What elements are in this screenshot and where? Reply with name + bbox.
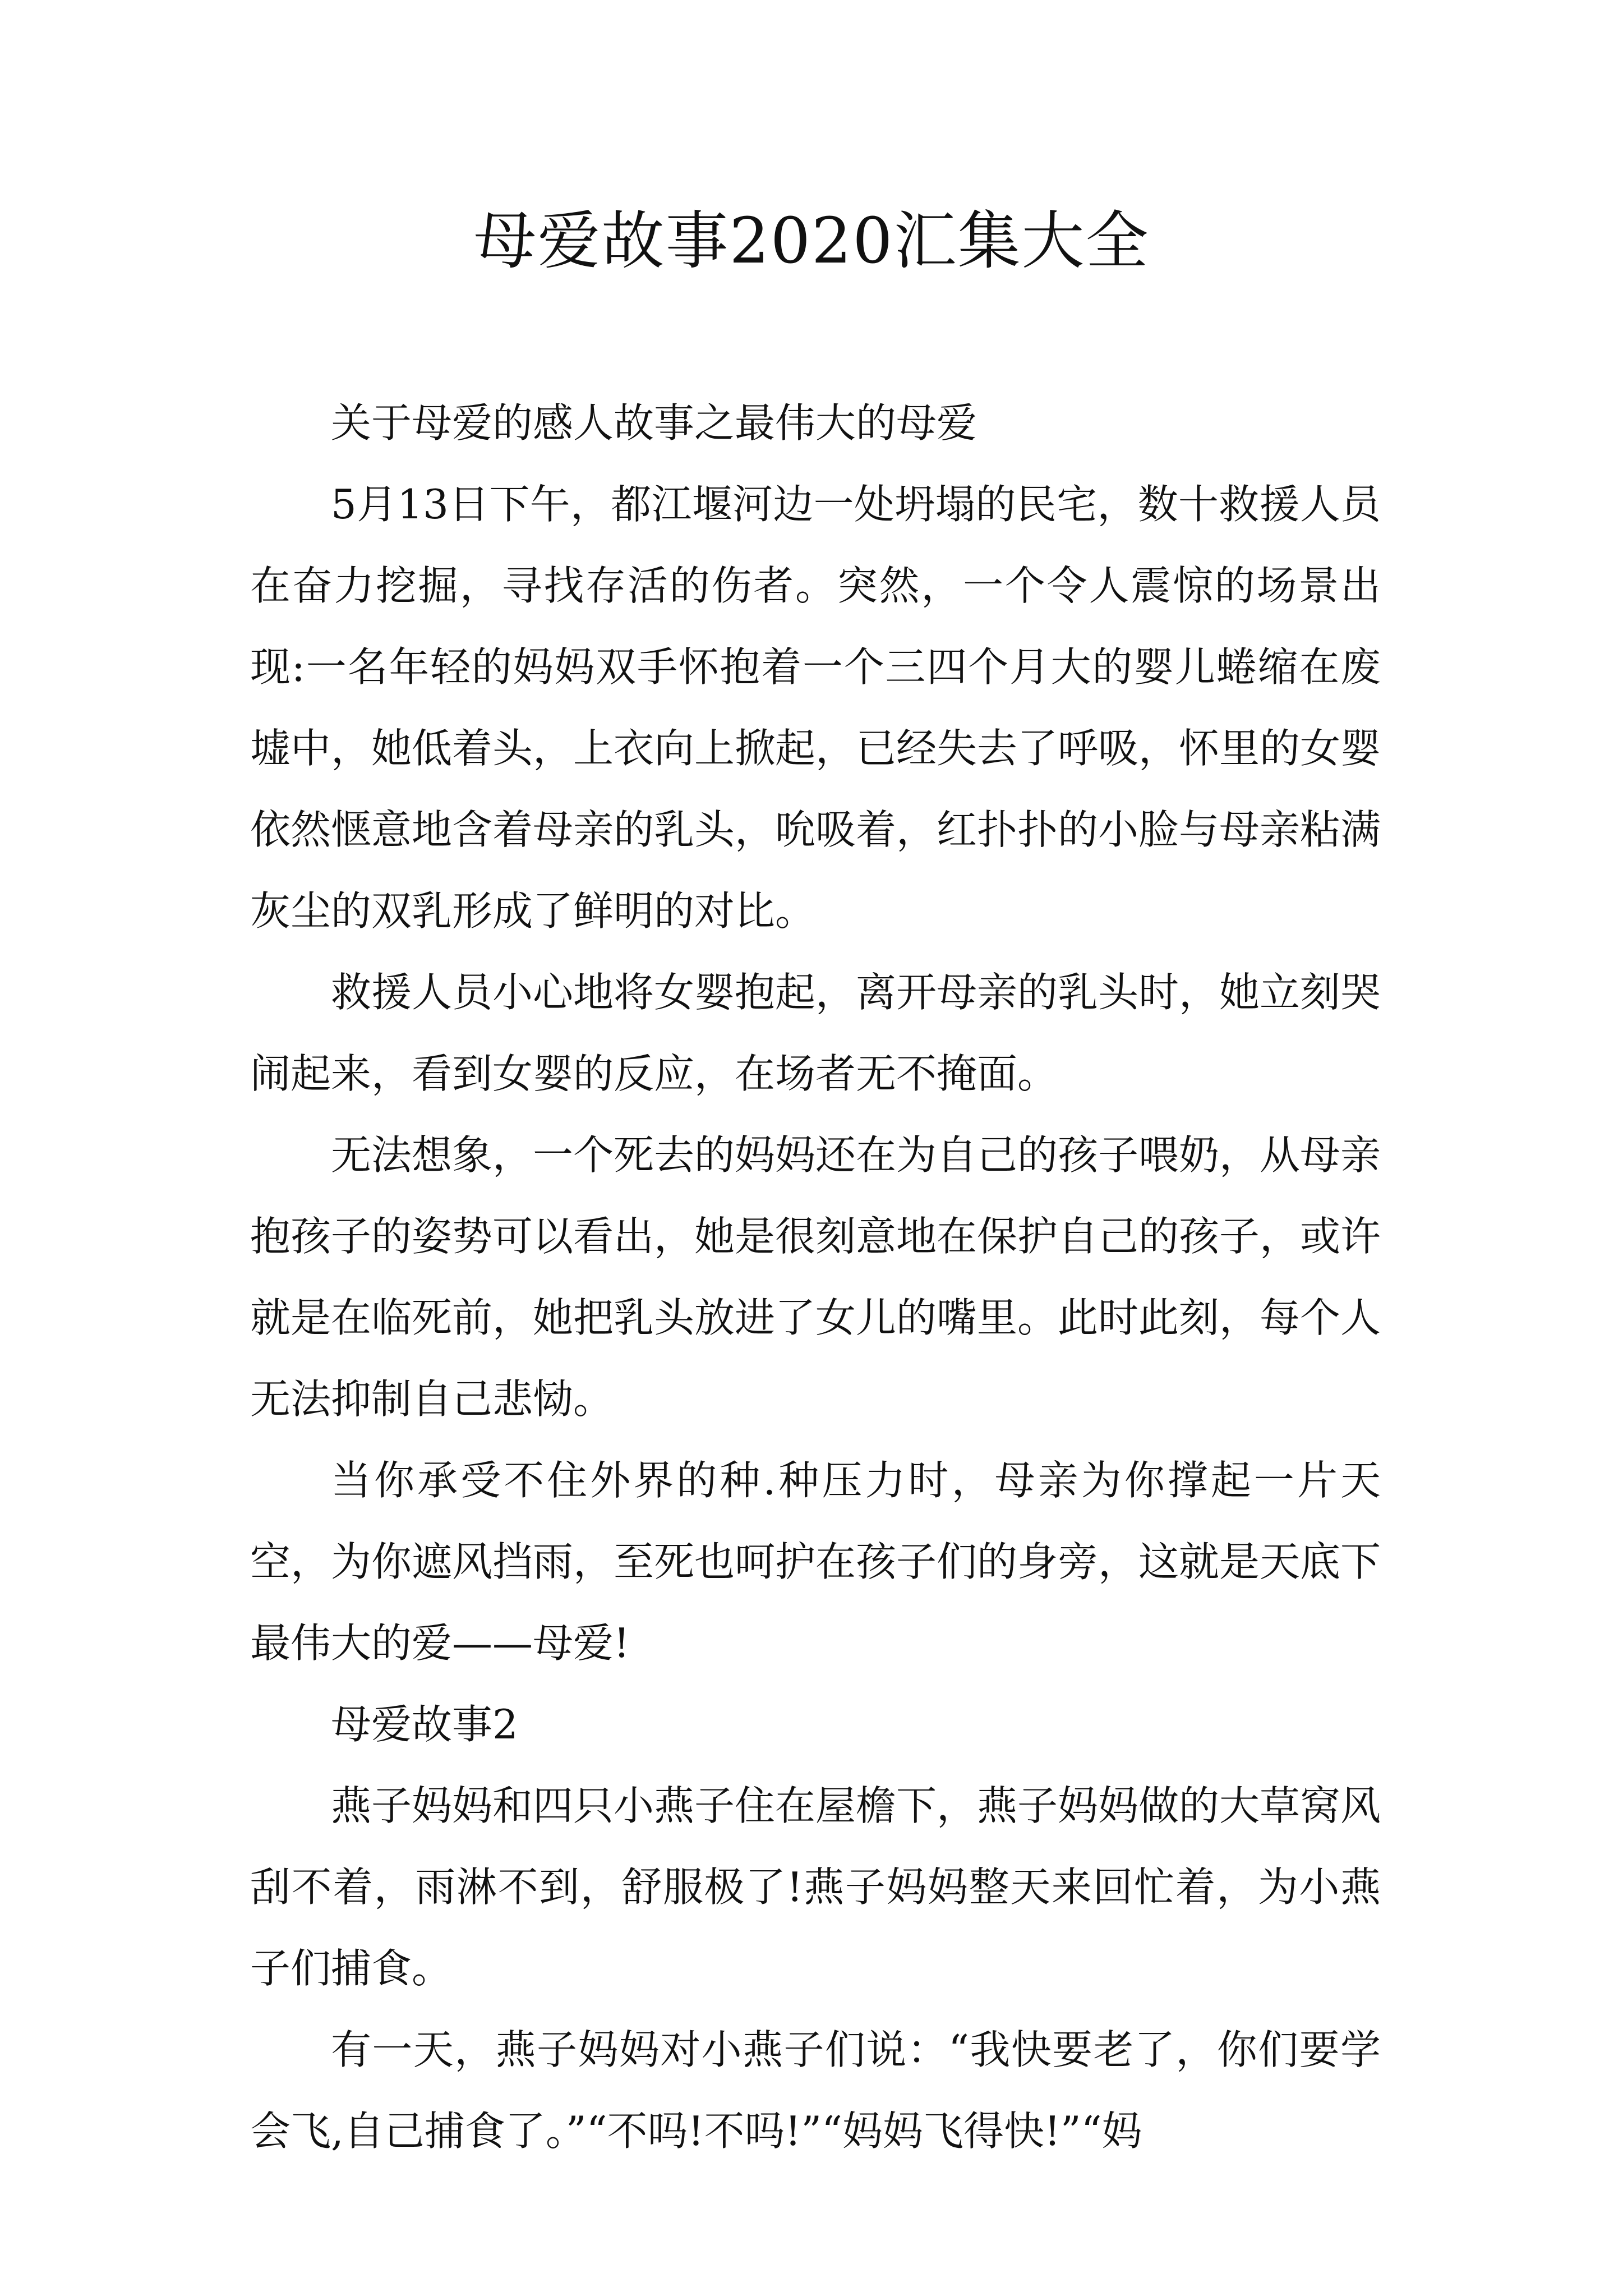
paragraph: 有一天，燕子妈妈对小燕子们说：“我快要老了，你们要学会飞,自己捕食了。”“不吗!不吗!”“妈妈飞得快!”“妈	[250, 2026, 1381, 2155]
page-title: 母爱故事2020汇集大全	[473, 205, 1150, 278]
section-heading: 母爱故事2	[331, 1701, 518, 1748]
section-heading: 关于母爱的感人故事之最伟大的母爱	[331, 399, 978, 447]
paragraph: 当你承受不住外界的种.种压力时，母亲为你撑起一片天空，为你遮风挡雨，至死也呵护在孩子们的身旁，这就是天底下最伟大的爱——母爱!	[250, 1457, 1381, 1667]
paragraph: 燕子妈妈和四只小燕子住在屋檐下，燕子妈妈做的大草窝风刮不着，雨淋不到，舒服极了!燕子妈妈整天来回忙着，为小燕子们捕食。	[250, 1782, 1381, 1992]
paragraph: 救援人员小心地将女婴抱起，离开母亲的乳头时，她立刻哭闹起来，看到女婴的反应，在场者无不掩面。	[250, 969, 1381, 1097]
document-body	[250, 383, 1381, 2172]
paragraph: 无法想象，一个死去的妈妈还在为自己的孩子喂奶，从母亲抱孩子的姿势可以看出，她是很刻意地在保护自己的孩子，或许就是在临死前，她把乳头放进了女儿的嘴里。此时此刻，每个人无法抑制自己悲恸。	[250, 1131, 1381, 1423]
paragraph: 5月13日下午，都江堰河边一处坍塌的民宅，数十救援人员在奋力挖掘，寻找存活的伤者。突然，一个令人震惊的场景出现:一名年轻的妈妈双手怀抱着一个三四个月大的婴儿蜷缩在废墟中，她低着头，上衣向上掀起，已经失去了呼吸，怀里的女婴依然惬意地含着母亲的乳头，吮吸着，红扑扑的小脸与母亲粘满灰尘的双乳形成了鲜明的对比。	[250, 481, 1381, 935]
